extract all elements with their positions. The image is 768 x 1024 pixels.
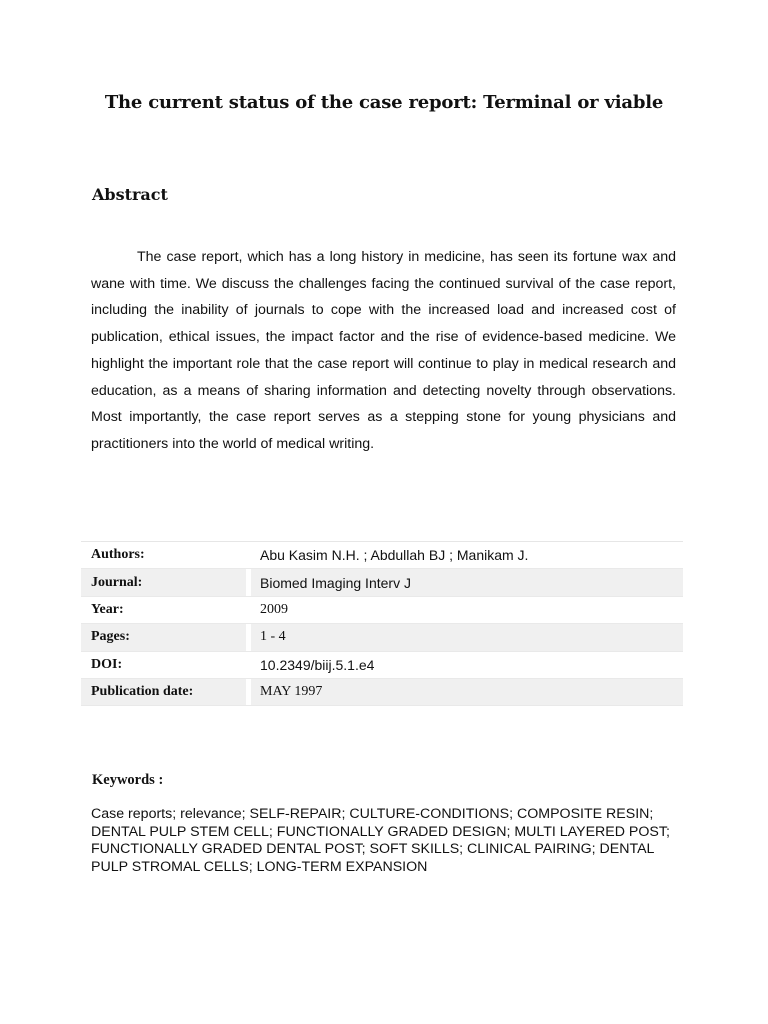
journal-value: Biomed Imaging Interv J xyxy=(251,569,683,596)
journal-label: Journal: xyxy=(81,569,246,596)
abstract-text: The case report, which has a long history in medicine, has seen its fortune wax and wane with time. We discuss the challenges facing the continued survival of the case report, including the inability of journals to cope with the increased load and increased cost of publication, ethical issues, the impact factor and the rise of evidence-based medicine. We highlight the important role that the case report will continue to play in medical research and education, as a means of sharing information and detecting novelty through observations. Most importantly, the case report serves as a stepping stone for young physicians and practitioners into the world of medical writing. xyxy=(91,249,676,452)
doi-label: DOI: xyxy=(81,651,246,678)
pages-value: 1 - 4 xyxy=(251,624,683,651)
doi-value: 10.2349/biij.5.1.e4 xyxy=(251,651,683,678)
table-row xyxy=(81,624,683,651)
authors-label: Authors: xyxy=(81,542,246,569)
metadata-table xyxy=(81,541,683,706)
year-value: 2009 xyxy=(251,596,683,623)
authors-value: Abu Kasim N.H. ; Abdullah BJ ; Manikam J. xyxy=(251,542,683,569)
table-row xyxy=(81,542,683,569)
publication-date-label: Publication date: xyxy=(81,678,246,705)
pages-label: Pages: xyxy=(81,624,246,651)
table-row xyxy=(81,596,683,623)
year-label: Year: xyxy=(81,596,246,623)
table-row xyxy=(81,651,683,678)
keywords-text: Case reports; relevance; SELF-REPAIR; CULTURE-CONDITIONS; COMPOSITE RESIN; DENTAL PULP STEM CELL; FUNCTIONALLY GRADED DESIGN; MULTI LAYERED POST; FUNCTIONALLY GRADED DENTAL POST; SOFT SKILLS; CLINICAL PAIRING; DENTAL PULP STROMAL CELLS; LONG-TERM EXPANSION xyxy=(91,806,670,875)
paper-title: The current status of the case report: Terminal or viable xyxy=(104,92,664,113)
abstract-heading: Abstract xyxy=(92,185,168,204)
table-row xyxy=(81,678,683,705)
publication-date-value: MAY 1997 xyxy=(251,678,683,705)
keywords-heading: Keywords : xyxy=(92,772,164,788)
table-row xyxy=(81,569,683,596)
